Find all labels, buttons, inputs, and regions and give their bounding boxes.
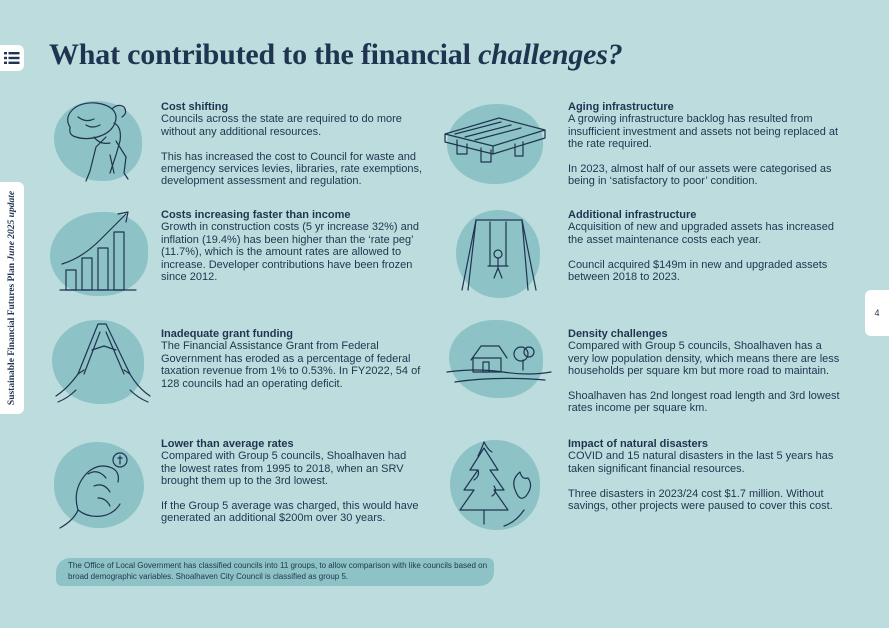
- item-paragraph: Compared with Group 5 councils, Shoalhaven had the lowest rates from 1995 to 2018, when an SRV brought them up to the 3rd lowest.: [161, 450, 407, 488]
- bridge-icon: [441, 100, 551, 188]
- footnote: The Office of Local Government has classified councils into 11 groups, to allow comparison with like councils based on broad demographic variables. Shoalhaven City Council is classified as group 5.: [56, 558, 494, 586]
- document-side-tab[interactable]: [0, 182, 24, 414]
- aging-infrastructure-text: [568, 101, 844, 188]
- item-heading: Density challenges: [568, 328, 668, 340]
- side-tab-title: Sustainable Financial Futures Plan: [7, 262, 17, 406]
- item-paragraph: Shoalhaven has 2nd longest road length and 3rd lowest rates income per square km.: [568, 390, 840, 415]
- item-paragraph: Council acquired $149m in new and upgraded assets between 2018 to 2023.: [568, 258, 828, 284]
- hand-holding-coin-icon: [48, 440, 158, 532]
- item-paragraph: Councils across the state are required to do more without any additional resources.: [161, 113, 402, 138]
- item-heading: Additional infrastructure: [568, 209, 697, 221]
- item-paragraph: Acquisition of new and upgraded assets has increased the asset maintenance costs each year.: [568, 221, 835, 246]
- man-carrying-sack-icon: [48, 97, 158, 189]
- rural-house-icon: [441, 316, 553, 402]
- menu-button[interactable]: [0, 45, 24, 71]
- item-heading: Cost shifting: [161, 101, 229, 113]
- page-number: 4: [865, 290, 889, 336]
- item-paragraph: Growth in construction costs (5 yr increase 32%) and inflation (19.4%) has been higher than the ‘rate peg’ (11.7%), which is the amount rates are allowed to increase. Developer contributions have been frozen since 2012.: [161, 221, 420, 284]
- item-paragraph: A growing infrastructure backlog has resulted from insufficient investment and assets not being replaced at the rate required.: [568, 113, 839, 151]
- item-heading: Lower than average rates: [161, 438, 294, 450]
- side-tab-edition: June 2025 update: [7, 190, 17, 261]
- swing-icon: [446, 206, 550, 304]
- item-heading: Aging infrastructure: [568, 101, 674, 113]
- item-heading: Inadequate grant funding: [161, 328, 293, 340]
- item-paragraph: Three disasters in 2023/24 cost $1.7 million. Without savings, other projects were paused to cover this cost.: [568, 487, 833, 513]
- density-challenges-text: [568, 328, 844, 415]
- item-paragraph: In 2023, almost half of our assets were categorised as being in ‘satisfactory to poor’ condition.: [568, 163, 832, 188]
- page-title: What contributed to the financial challenges?: [49, 38, 623, 71]
- item-paragraph: Compared with Group 5 councils, Shoalhaven has a very low population density, which means there are less households per square km but more road to maintain.: [568, 340, 840, 378]
- item-paragraph: The Financial Assistance Grant from Federal Government has eroded as a percentage of federal taxation revenue from 1% to 0.53%. In FY2022, 54 of 128 councils had an operating deficit.: [161, 340, 421, 390]
- item-heading: Costs increasing faster than income: [161, 209, 351, 221]
- grant-funding-text: [161, 328, 423, 390]
- cost-shifting-text: [161, 101, 423, 188]
- empty-wallet-icon: [48, 314, 158, 410]
- item-paragraph: This has increased the cost to Council for waste and emergency services levies, libraries, rate exemptions, development assessment and regulation.: [161, 150, 423, 188]
- item-heading: Impact of natural disasters: [568, 438, 708, 450]
- costs-increasing-text: [161, 209, 423, 283]
- additional-infrastructure-text: [568, 209, 844, 283]
- item-paragraph: If the Group 5 average was charged, this would have generated an additional $200m over 30 years.: [161, 500, 419, 525]
- burning-tree-icon: [444, 436, 552, 534]
- natural-disasters-text: [568, 438, 844, 512]
- lower-rates-text: [161, 438, 423, 525]
- rising-bar-chart-icon: [48, 208, 158, 300]
- item-paragraph: COVID and 15 natural disasters in the last 5 years has taken significant financial resources.: [568, 450, 834, 475]
- list-menu-icon: [4, 51, 20, 65]
